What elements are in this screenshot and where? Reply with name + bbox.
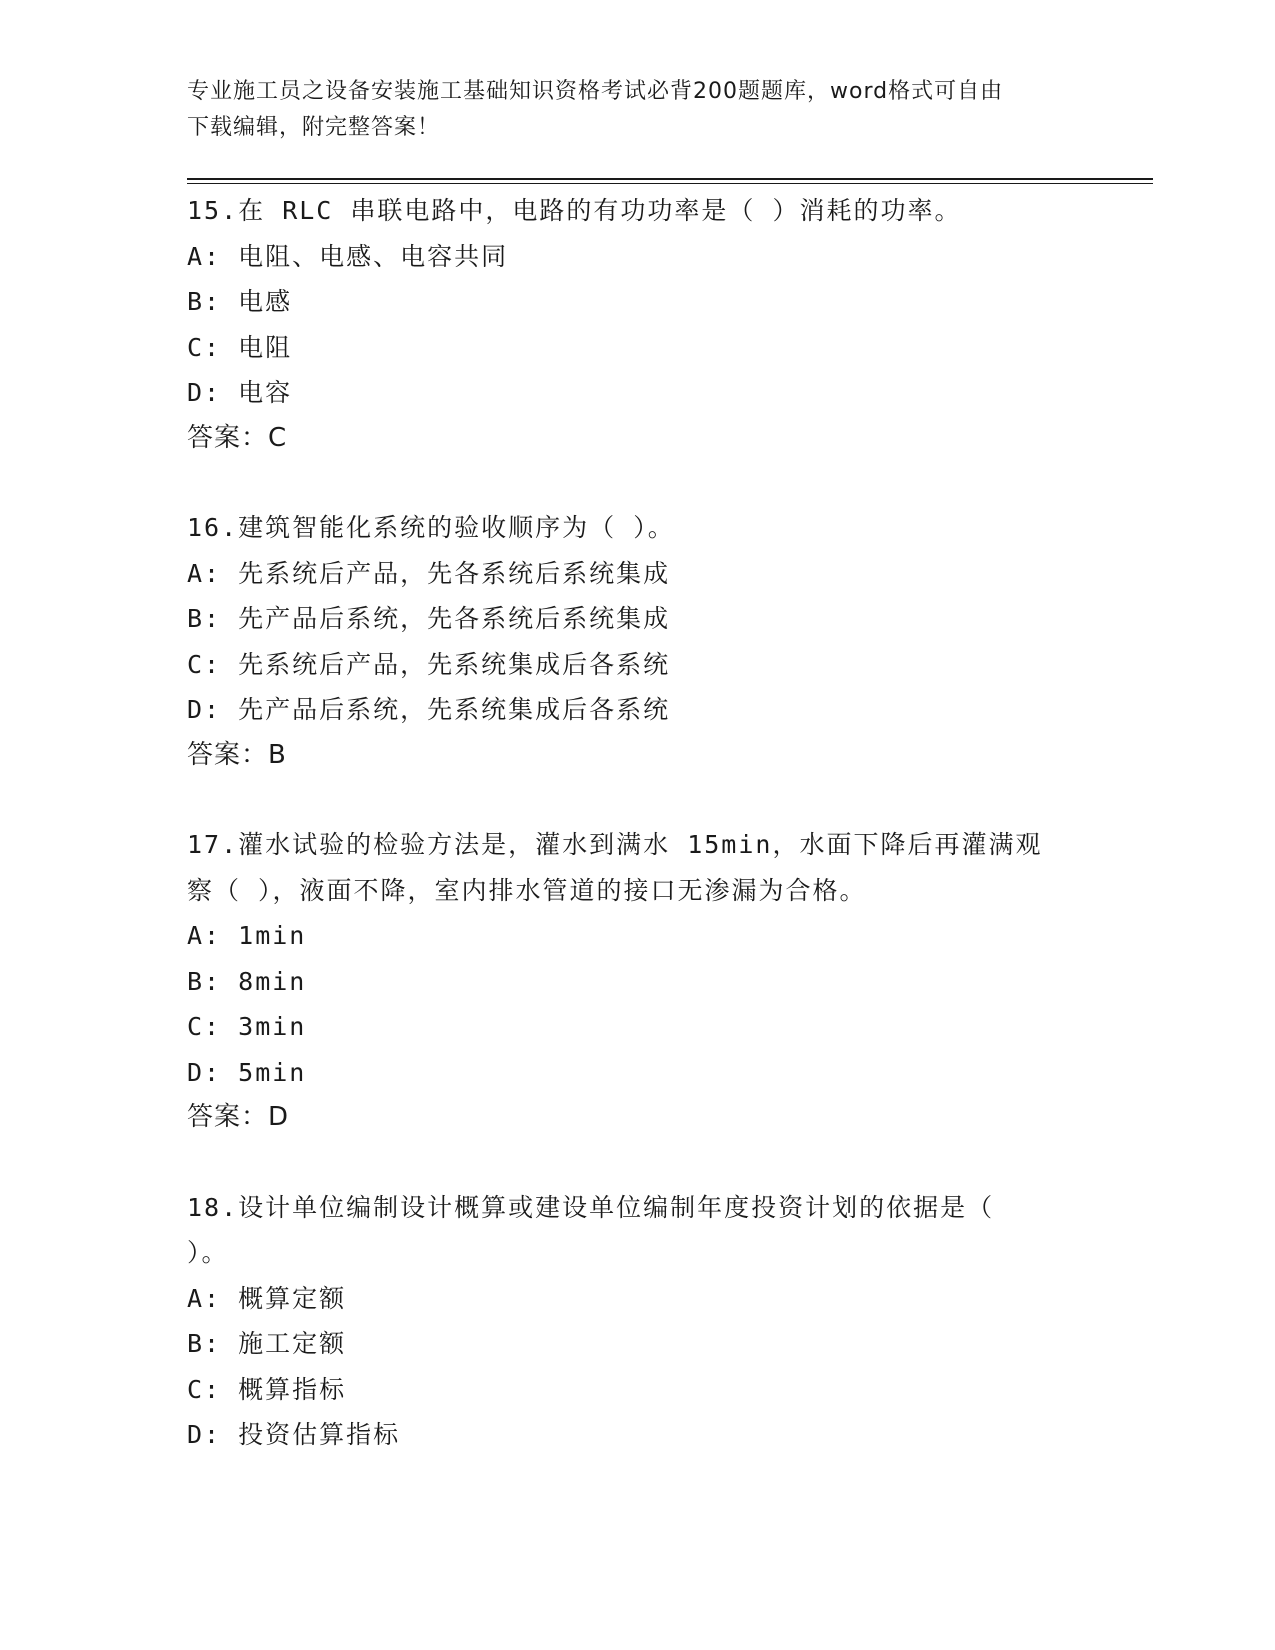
question-17	[187, 822, 1067, 1141]
option-d: D: 先产品后系统，先系统集成后各系统	[187, 695, 671, 724]
question-stem-line-2: ）。	[187, 1238, 229, 1267]
header-divider	[187, 178, 1153, 180]
question-stem-line-1: 18.设计单位编制设计概算或建设单位编制年度投资计划的依据是（	[187, 1192, 995, 1222]
option-b: B: 先产品后系统，先各系统后系统集成	[187, 604, 671, 633]
answer-line: 答案：D	[187, 1102, 290, 1132]
question-list	[187, 188, 1067, 1458]
option-c: C: 3min	[187, 1012, 307, 1041]
option-a: A: 1min	[187, 921, 307, 950]
question-stem-line-2: 察（ ），液面不降，室内排水管道的接口无渗漏为合格。	[187, 875, 867, 905]
option-d: D: 5min	[187, 1057, 307, 1087]
question-stem: 16.建筑智能化系统的验收顺序为（ ）。	[187, 513, 675, 542]
option-b: B: 电感	[187, 287, 293, 316]
header-divider-thin	[187, 183, 1153, 184]
option-a: A: 电阻、电感、电容共同	[187, 241, 509, 271]
question-stem: 15.在 RLC 串联电路中，电路的有功功率是（ ）消耗的功率。	[187, 196, 962, 225]
option-b: B: 8min	[187, 966, 307, 996]
document-header	[187, 74, 1067, 146]
option-b: B: 施工定额	[187, 1329, 347, 1358]
header-line-2: 下载编辑，附完整答案！	[187, 115, 441, 140]
option-d: D: 电容	[187, 378, 293, 407]
answer-line: 答案：C	[187, 422, 288, 453]
question-stem-line-1: 17.灌水试验的检验方法是，灌水到满水 15min，水面下降后再灌满观	[187, 830, 1043, 859]
header-line-1: 专业施工员之设备安装施工基础知识资格考试必背200题题库，word格式可自由	[187, 79, 1004, 104]
option-d: D: 投资估算指标	[187, 1420, 401, 1449]
option-c: C: 概算指标	[187, 1374, 347, 1404]
option-a: A: 概算定额	[187, 1283, 347, 1313]
answer-line: 答案：B	[187, 739, 287, 770]
option-c: C: 电阻	[187, 332, 293, 362]
question-15	[187, 188, 1067, 461]
question-18	[187, 1185, 1067, 1458]
question-16	[187, 505, 1067, 778]
option-a: A: 先系统后产品，先各系统后系统集成	[187, 558, 671, 588]
option-c: C: 先系统后产品，先系统集成后各系统	[187, 649, 671, 679]
